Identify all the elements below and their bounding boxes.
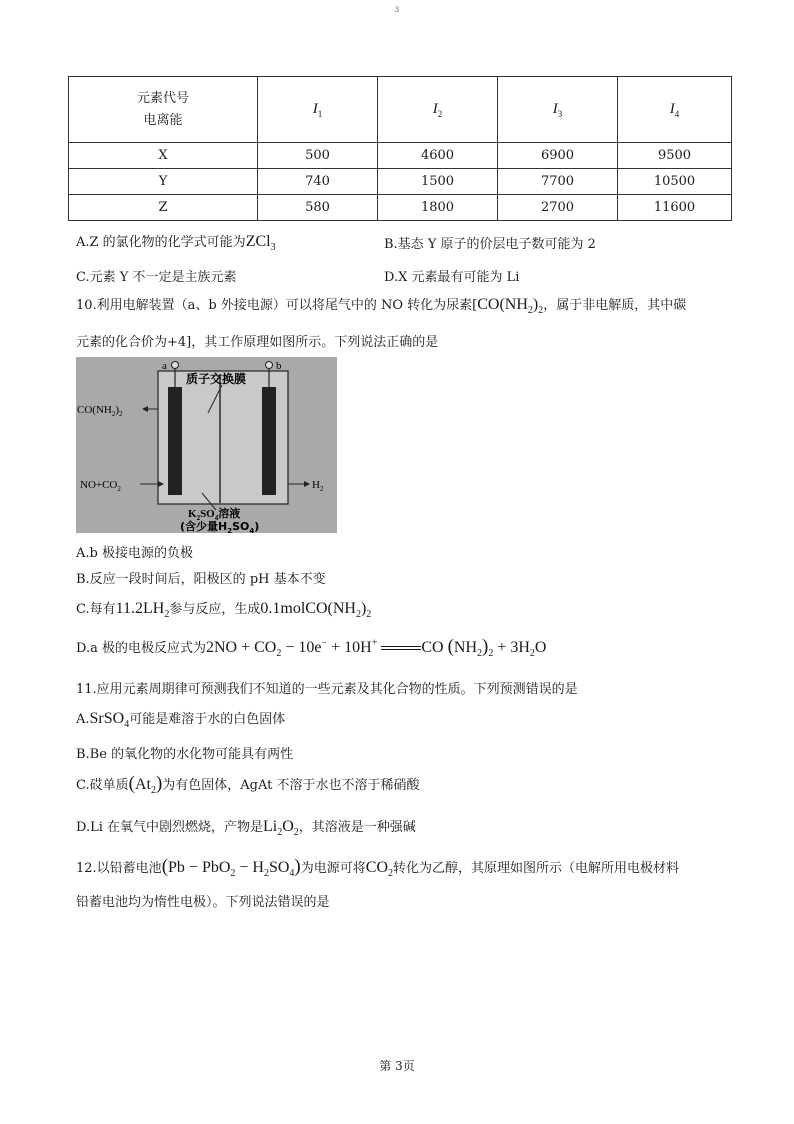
q10-option-a: A.b 极接电源的负极 <box>76 546 193 561</box>
page-number: 第 3页 <box>379 1059 415 1073</box>
q10-stem-line2: 元素的化合价为+4]，其工作原理如图所示。下列说法正确的是 <box>76 335 439 350</box>
q12-stem-line2: 铅蓄电池均为惰性电极）。下列说法错误的是 <box>76 895 330 910</box>
q11-stem: 11.应用元素周期律可预测我们不知道的一些元素及其化合物的性质。下列预测错误的是 <box>76 682 578 697</box>
table-cell: 1800 <box>378 195 498 221</box>
label-b: b <box>276 360 282 372</box>
table-cell: 1500 <box>378 169 498 195</box>
q9-option-a: A.Z 的氯化物的化学式可能为ZCl$_3$ <box>76 233 276 254</box>
q11-option-c: C.砹单质$(At_2)$为有色固体，AgAt 不溶于水也不溶于稀硝酸 <box>76 773 420 797</box>
corner-label-energy: 电离能 <box>143 112 183 128</box>
row-element-cell: X <box>69 143 258 169</box>
electrolysis-diagram <box>76 357 337 533</box>
q10-option-b: B.反应一段时间后，阳极区的 pH 基本不变 <box>76 572 326 587</box>
terminal-b <box>266 362 273 369</box>
membrane-label: 质子交换膜 <box>186 372 247 386</box>
table-cell: 4600 <box>378 143 498 169</box>
outlet-top-label: $CO(NH_2)_2$ <box>77 404 123 418</box>
table-row <box>69 195 732 221</box>
q10-option-c: C.每有$11.2LH_2$参与反应，生成$0.1molCO(NH_2)_2$ <box>76 600 372 621</box>
col-header-i4: $I_4$ <box>618 77 732 143</box>
label-a: a <box>162 360 167 372</box>
table-cell: 580 <box>258 195 378 221</box>
q9-option-d: D.X 元素最有可能为 Li <box>384 270 520 285</box>
q11-option-b: B.Be 的氧化物的水化物可能具有两性 <box>76 747 294 762</box>
terminal-a <box>172 362 179 369</box>
q9-option-c: C.元素 Y 不一定是主族元素 <box>76 270 237 285</box>
col-header-i1: $I_1$ <box>258 77 378 143</box>
table-cell: 9500 <box>618 143 732 169</box>
inlet-bottom-label: $NO+CO_2$ <box>80 479 121 493</box>
table-cell: 6900 <box>498 143 618 169</box>
corner-label-element: 元素代号 <box>136 90 189 106</box>
electrode-a <box>168 387 182 495</box>
table-cell: 740 <box>258 169 378 195</box>
table-row <box>69 169 732 195</box>
equation-equals-sign <box>381 646 421 650</box>
col-header-i2: $I_2$ <box>378 77 498 143</box>
col-header-i3: $I_3$ <box>498 77 618 143</box>
page-header-mark: 3 <box>394 6 400 14</box>
q11-option-a: A.SrSO$_4$可能是难溶于水的白色固体 <box>76 710 286 731</box>
row-element-cell: Z <box>69 195 258 221</box>
q11-option-d: D.Li 在氧气中剧烈燃烧，产物是$Li_2O_2$，其溶液是一种强碱 <box>76 818 416 839</box>
table-cell: 500 <box>258 143 378 169</box>
table-header-row <box>69 77 732 143</box>
solution-label-2: (含少量$H_2SO_4$) <box>180 520 260 533</box>
q10-option-d: D.a 极的电极反应式为$2NO + CO_2 - 10e^- + 10H^+$ CO $(NH_2)_2 + 3H_2O$ <box>76 636 547 660</box>
table-cell: 2700 <box>498 195 618 221</box>
outlet-right-label: $H_2$ <box>312 479 324 493</box>
table-row <box>69 143 732 169</box>
q10-stem-line1: 10.利用电解装置（a、b 外接电源）可以将尾气中的 NO 转化为尿素[$CO(NH_2)_2$，属于非电解质，其中碳 <box>76 296 687 317</box>
row-element-cell: Y <box>69 169 258 195</box>
q9-option-b: B.基态 Y 原子的价层电子数可能为 2 <box>384 237 596 252</box>
table-cell: 10500 <box>618 169 732 195</box>
solution-label-1: $K_2SO_4$溶液 <box>188 507 241 522</box>
table-cell: 7700 <box>498 169 618 195</box>
table-corner-cell <box>69 77 258 143</box>
electrode-b <box>262 387 276 495</box>
ionization-energy-table <box>68 76 732 221</box>
q12-stem-line1: 12.以铅蓄电池$(Pb - PbO_2 - H_2SO_4)$为电源可将$CO_2$转化为乙醇，其原理如图所示（电解所用电极材料 <box>76 856 680 880</box>
table-cell: 11600 <box>618 195 732 221</box>
